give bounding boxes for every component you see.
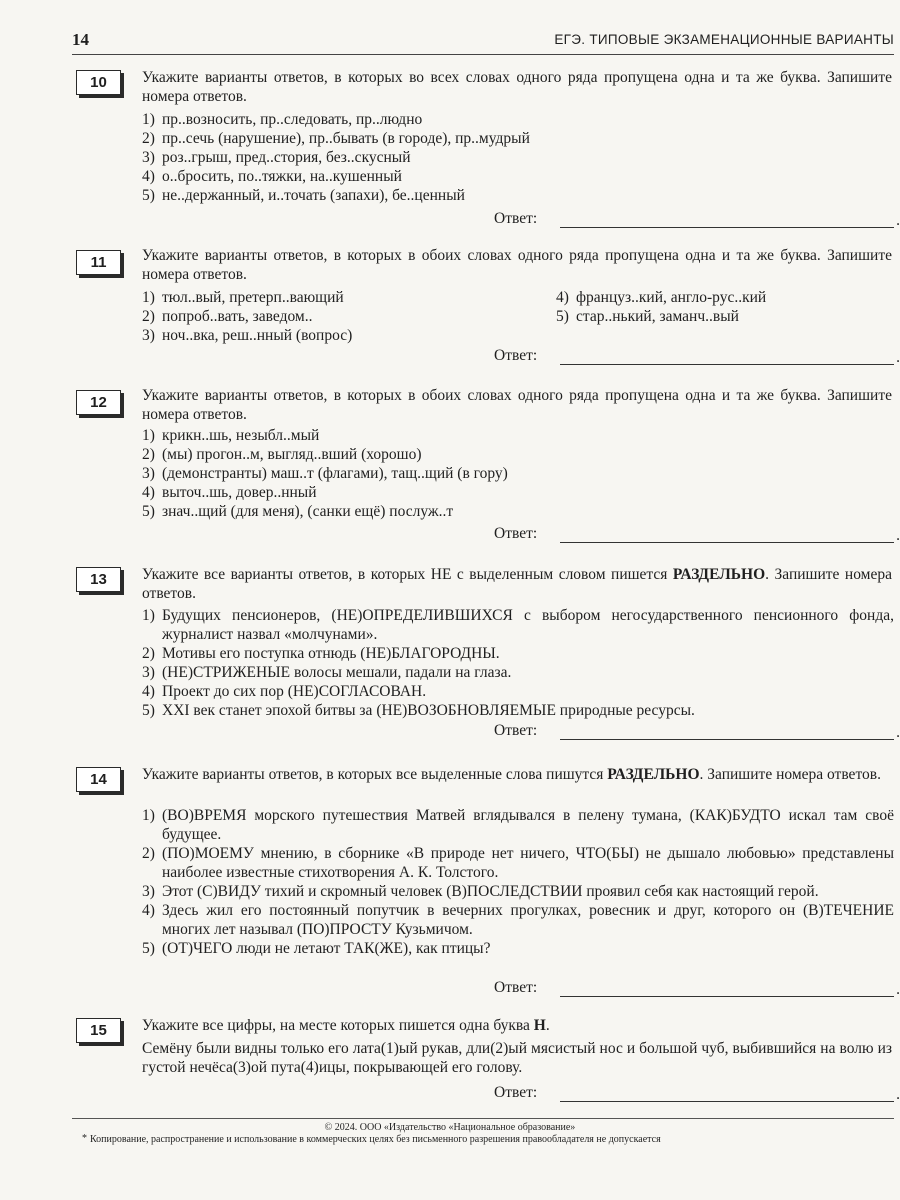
option: 1) тюл..вый, претерп..вающий	[142, 289, 344, 306]
task-number-box: 15	[76, 1018, 121, 1043]
task-question: Укажите варианты ответов, в которых во всех словах одного ряда пропущена одна и та же буква. Запишите номера ответов.	[142, 69, 892, 105]
option: 4) Проект до сих пор (НЕ)СОГЛАСОВАН.	[142, 683, 427, 700]
task-number-box: 11	[76, 250, 121, 275]
option: 4) выточ..шь, довер..нный	[142, 484, 317, 501]
answer-label: Ответ:	[494, 210, 538, 227]
task-11	[72, 246, 900, 371]
task-passage: Семёну были видны только его лата(1)ый рукав, дли(2)ый мясистый нос и большой чуб, выбившийся на волю из густой нечёса(3)ой пута(4)ицы, покрывающей его голову.	[142, 1040, 892, 1076]
option: 1) крикн..шь, незыбл..мый	[142, 427, 320, 444]
options-list	[142, 426, 894, 521]
task-number-box: 14	[76, 767, 121, 792]
running-title: ЕГЭ. ТИПОВЫЕ ЭКЗАМЕНАЦИОННЫЕ ВАРИАНТЫ	[554, 32, 894, 47]
task-number-box: 12	[76, 390, 121, 415]
page-number: 14	[72, 30, 89, 49]
task-15	[72, 1016, 900, 1116]
answer-label: Ответ:	[494, 722, 538, 739]
task-question: Укажите варианты ответов, в которых в обоих словах одного ряда пропущена одна и та же буква. Запишите номера ответов.	[142, 387, 892, 423]
option: 3) ноч..вка, реш..нный (вопрос)	[142, 327, 353, 344]
task-12	[72, 386, 900, 546]
task-14	[72, 765, 900, 1000]
option: 5) стар..нький, заманч..вый	[556, 308, 739, 325]
answer-label: Ответ:	[494, 979, 538, 996]
answer-label: Ответ:	[494, 525, 538, 542]
option: 5) не..держанный, и..точать (запахи), бе..ценный	[142, 187, 465, 204]
option: 3) (НЕ)СТРИЖЕНЫЕ волосы мешали, падали на глаза.	[142, 664, 512, 681]
options-list	[142, 606, 894, 720]
answer-label: Ответ:	[494, 347, 538, 364]
option: 3) (демонстранты) маш..т (флагами), тащ..щий (в гору)	[142, 465, 508, 482]
footer-divider	[72, 1118, 894, 1119]
task-13	[72, 565, 900, 745]
answer-field[interactable]: Ответ: .	[494, 1084, 900, 1103]
answer-field[interactable]: Ответ: .	[494, 347, 900, 366]
task-question: Укажите варианты ответов, в которых в обоих словах одного ряда пропущена одна и та же буква. Запишите номера ответов.	[142, 247, 892, 283]
option: 5) (ОТ)ЧЕГО люди не летают ТАК(ЖЕ), как птицы?	[142, 940, 491, 957]
task-question: Укажите варианты ответов, в которых все выделенные слова пишутся РАЗДЕЛЬНО. Запишите номера ответов.	[142, 766, 881, 783]
option: 2) пр..сечь (нарушение), пр..бывать (в городе), пр..мудрый	[142, 130, 530, 147]
option: 5) XXI век станет эпохой битвы за (НЕ)ВОЗОБНОВЛЯЕМЫЕ природные ресурсы.	[142, 702, 695, 719]
task-10	[72, 68, 900, 238]
option: 2) (мы) прогон..м, выгляд..вший (хорошо)	[142, 446, 422, 463]
task-number-box: 13	[76, 567, 121, 592]
option: 2) Мотивы его поступка отнюдь (НЕ)БЛАГОРОДНЫ.	[142, 645, 500, 662]
footer-copyright: © 2024. ООО «Издательство «Национальное образование»	[324, 1122, 576, 1133]
answer-field[interactable]: Ответ: .	[494, 210, 900, 229]
option: 2) попроб..вать, заведом..	[142, 308, 313, 325]
page-header	[72, 28, 894, 55]
answer-field[interactable]: Ответ: .	[494, 525, 900, 544]
options-list	[142, 806, 894, 958]
options-grid	[142, 288, 894, 348]
option: 4) Здесь жил его постоянный попутчик в вечерних прогулках, ровесник и друг, которого он (В)ТЕЧЕНИЕ многих лет называл (ПО)ПРОСТУ Кузьмичом.	[142, 902, 894, 938]
option: 1) (ВО)ВРЕМЯ морского путешествия Матвей вглядывался в пелену тумана, (КАК)БУДТО искал там своё будущее.	[142, 807, 894, 843]
task-number-box: 10	[76, 70, 121, 95]
option: 1) пр..возносить, пр..следовать, пр..людно	[142, 111, 423, 128]
footer-notice: * Копирование, распространение и использование в коммерческих целях без письменного разрешения правообладателя не допускается	[82, 1133, 661, 1145]
option: 4) о..бросить, по..тяжки, на..кушенный	[142, 168, 402, 185]
task-question: Укажите все варианты ответов, в которых НЕ с выделенным словом пишется РАЗДЕЛЬНО. Запишите номера ответов.	[142, 566, 892, 602]
option: 4) француз..кий, англо-рус..кий	[556, 289, 767, 306]
option: 3) роз..грыш, пред..стория, без..скусный	[142, 149, 411, 166]
answer-label: Ответ:	[494, 1084, 538, 1101]
task-question: Укажите все цифры, на месте которых пишется одна буква Н.	[142, 1017, 550, 1034]
options-list	[142, 110, 894, 205]
option: 1) Будущих пенсионеров, (НЕ)ОПРЕДЕЛИВШИХСЯ с выбором негосударственного пенсионного фонда, журналист назвал «молчунами».	[142, 607, 894, 643]
option: 5) знач..щий (для меня), (санки ещё) послуж..т	[142, 503, 454, 520]
option: 3) Этот (С)ВИДУ тихий и скромный человек (В)ПОСЛЕДСТВИИ проявил себя как настоящий герой.	[142, 883, 819, 900]
option: 2) (ПО)МОЕМУ мнению, в сборнике «В природе нет ничего, ЧТО(БЫ) не дышало любовью» представлены наиболее известные стихотворения А. К. Толстого.	[142, 845, 894, 881]
answer-field[interactable]: Ответ: .	[494, 979, 900, 998]
answer-field[interactable]: Ответ: .	[494, 722, 900, 741]
